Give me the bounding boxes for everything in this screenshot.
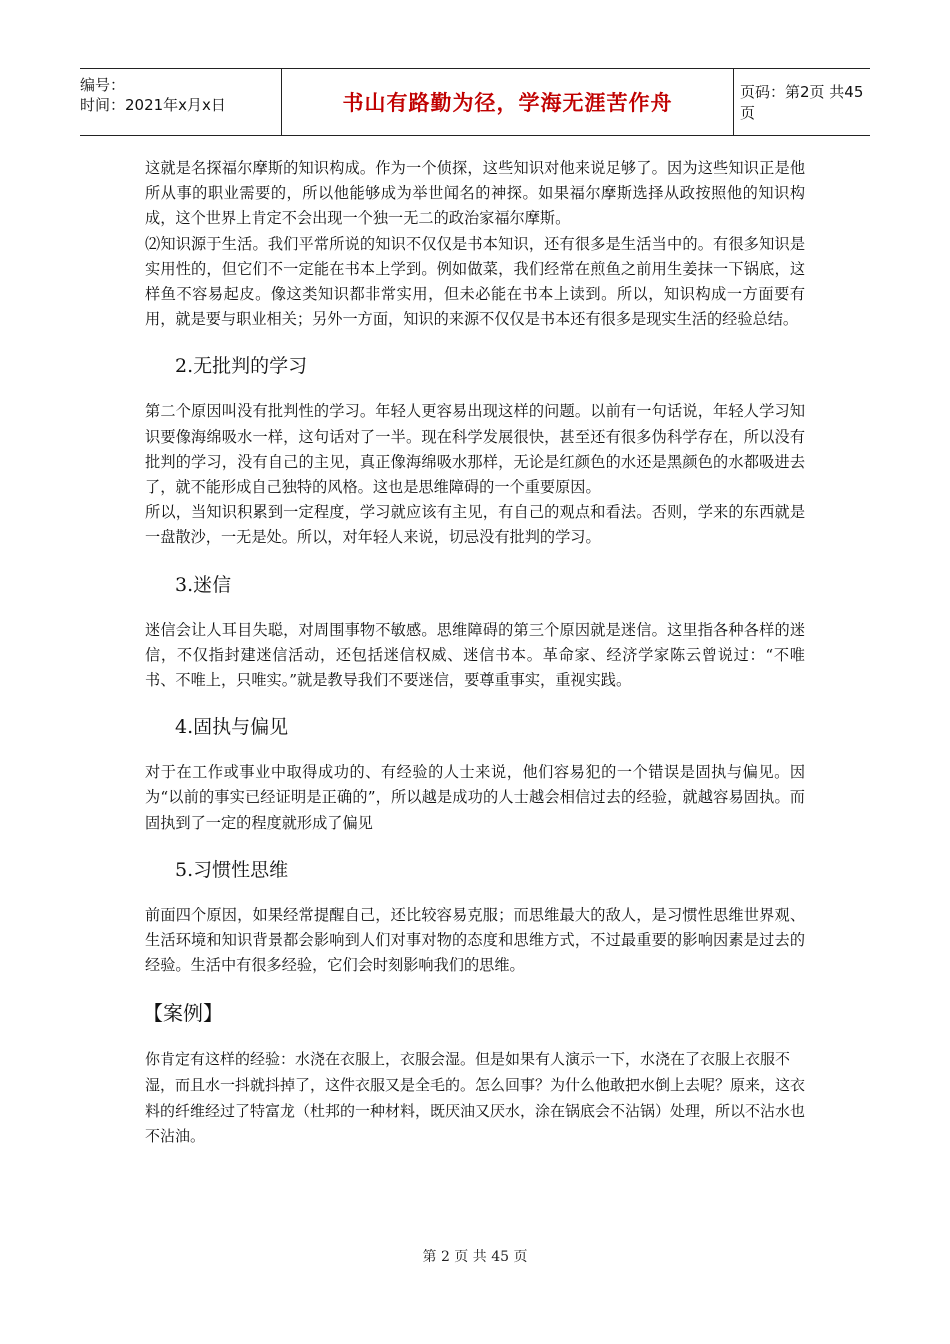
header-page-label: 页码：第2页 共45页	[740, 83, 864, 122]
paragraph: 前面四个原因，如果经常提醒自己，还比较容易克服；而思维最大的敌人，是习惯性思维世界观、生活环境和知识背景都会影响到人们对事对物的态度和思维方式，不过最重要的影响因素是过去的经验。生活中有很多经验，它们会时刻影响我们的思维。	[145, 905, 805, 975]
paragraph: 迷信会让人耳目失聪，对周围事物不敏感。思维障碍的第三个原因就是迷信。这里指各种各样的迷信，不仅指封建迷信活动，还包括迷信权威、迷信书本。革命家、经济学家陈云曾说过：“不唯书、不唯上，只唯实。”就是教导我们不要迷信，要尊重事实，重视实践。	[145, 620, 805, 690]
paragraph: 所以，当知识积累到一定程度，学习就应该有主见，有自己的观点和看法。否则，学来的东西就是一盘散沙，一无是处。所以，对年轻人来说，切忌没有批判的学习。	[145, 503, 805, 547]
case-heading: 【案例】	[143, 1001, 223, 1026]
paragraph: ⑵知识源于生活。我们平常所说的知识不仅仅是书本知识，还有很多是生活当中的。有很多知识是实用性的，但它们不一定能在书本上学到。例如做菜，我们经常在煎鱼之前用生姜抹一下锅底，这样鱼不容易起皮。像这类知识都非常实用，但未必能在书本上读到。所以，知识构成一方面要有用，就是要与职业相关；另外一方面，知识的来源不仅仅是书本还有很多是现实生活的经验总结。	[145, 234, 805, 329]
document-number-label: 编号：	[80, 76, 126, 94]
paragraph: 第二个原因叫没有批判性的学习。年轻人更容易出现这样的问题。以前有一句话说，年轻人学习知识要像海绵吸水一样，这句话对了一半。现在科学发展很快，甚至还有很多伪科学存在，所以没有批判的学习，没有自己的主见，真正像海绵吸水那样，无论是红颜色的水还是黑颜色的水都吸进去了，就不能形成自己独特的风格。这也是思维障碍的一个重要原因。	[145, 402, 805, 497]
section-heading: 5.习惯性思维	[175, 858, 289, 881]
section-heading: 3.迷信	[175, 573, 232, 596]
section-heading: 2.无批判的学习	[175, 355, 308, 378]
paragraph: 这就是名探福尔摩斯的知识构成。作为一个侦探，这些知识对他来说足够了。因为这些知识正是他所从事的职业需要的，所以他能够成为举世闻名的神探。如果福尔摩斯选择从政按照他的知识构成，这个世界上肯定不会出现一个独一无二的政治家福尔摩斯。	[145, 159, 805, 228]
document-body	[145, 156, 805, 1150]
section-heading: 4.固执与偏见	[175, 716, 289, 739]
header-motto: 书山有路勤为径，学海无涯苦作舟	[342, 91, 673, 115]
header-table	[80, 68, 870, 136]
page-footer: 第 2 页 共 45 页	[422, 1249, 528, 1265]
header-page-cell	[734, 69, 870, 135]
case-paragraph: 你肯定有这样的经验：水浇在衣服上，衣服会湿。但是如果有人演示一下，水浇在了衣服上衣服不湿，而且水一抖就抖掉了，这件衣服又是全毛的。怎么回事？为什么他敢把水倒上去呢？原来，这衣料的纤维经过了特富龙（杜邦的一种材料，既厌油又厌水，涂在锅底会不沾锅）处理，所以不沾水也不沾油。	[145, 1050, 806, 1146]
document-date-label: 时间：2021年x月x日	[80, 96, 226, 114]
header-meta-cell	[80, 69, 282, 135]
paragraph: 对于在工作或事业中取得成功的、有经验的人士来说，他们容易犯的一个错误是固执与偏见。因为“以前的事实已经证明是正确的”，所以越是成功的人士越会相信过去的经验，就越容易固执。而固执到了一定的程度就形成了偏见	[145, 763, 805, 832]
header-motto-cell	[282, 69, 734, 135]
